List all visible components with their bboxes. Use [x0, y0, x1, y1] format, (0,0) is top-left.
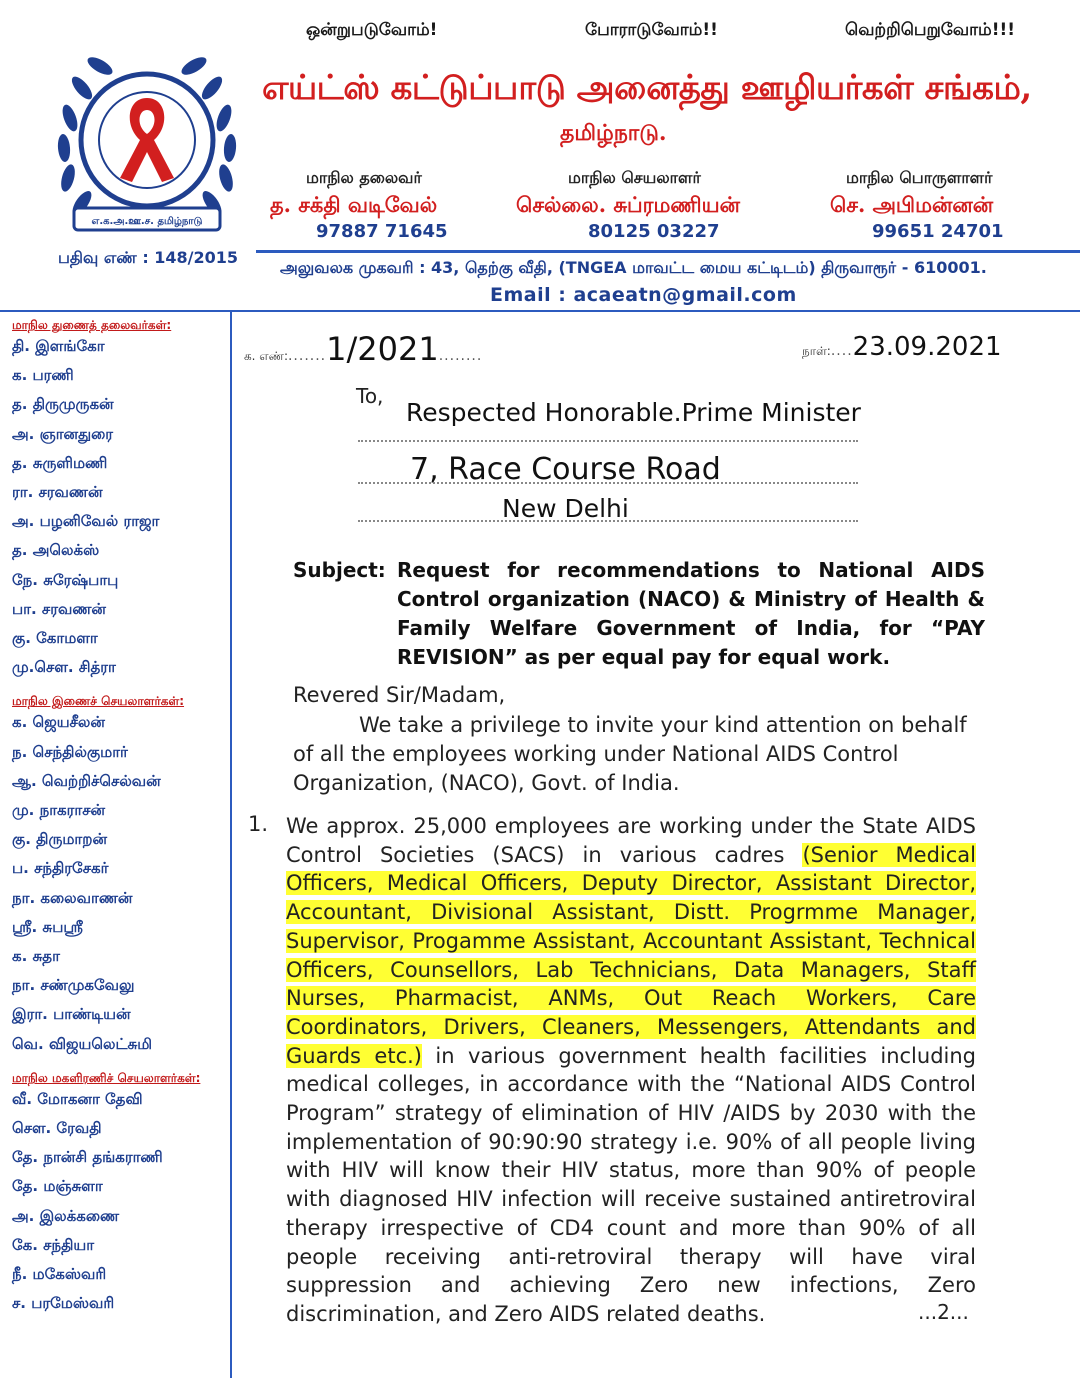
- list-item: கு. திருமாறன்: [12, 830, 108, 849]
- sidebar-heading-women-secretaries: மாநில மகளிரணிச் செயலாளர்கள்:: [12, 1070, 201, 1085]
- list-item: கு. கோமளா: [12, 629, 98, 648]
- office-bearers-sidebar: [12, 318, 227, 1319]
- org-name: எய்ட்ஸ் கட்டுப்பாடு அனைத்து ஊழியர்கள் சங்கம்,: [262, 68, 1032, 108]
- list-item: இரா. பாண்டியன்: [12, 1005, 131, 1024]
- list-item: பா. சரவணன்: [12, 599, 106, 618]
- list-item: நா. கலைவாணன்: [12, 888, 133, 907]
- list-item: வெ. விஜயலெட்சுமி: [12, 1034, 153, 1053]
- header-divider: [256, 250, 1080, 253]
- list-item: ஸ்ரீ. சுபஸ்ரீ: [12, 917, 83, 936]
- sidebar-divider: [230, 310, 232, 1378]
- list-item: த. அலெக்ஸ்: [12, 541, 100, 560]
- list-item: நே. சுரேஷ்பாபு: [12, 570, 119, 589]
- letter-date: 23.09.2021: [852, 332, 1002, 362]
- date-row: நாள்:....23.09.2021: [802, 332, 1002, 362]
- union-logo: [52, 48, 242, 248]
- slogan-struggle: போராடுவோம்!!: [585, 20, 718, 40]
- recipient-title: Respected Honorable.Prime Minister: [406, 398, 861, 427]
- reference-number: 1/2021: [326, 330, 439, 368]
- list-item: அ. ஞானதுரை: [12, 424, 114, 443]
- org-state: தமிழ்நாடு.: [560, 120, 667, 146]
- to-label: To,: [356, 384, 384, 408]
- address-dotted-line: [358, 482, 858, 484]
- officer-role-treasurer: மாநில பொருளாளர்: [846, 168, 993, 187]
- registration-number: பதிவு எண் : 148/2015: [58, 248, 239, 267]
- officer-phone-treasurer: 99651 24701: [872, 221, 1004, 242]
- officer-phone-secretary: 80125 03227: [588, 221, 720, 242]
- officer-name-president: த. சக்தி வடிவேல்: [270, 192, 438, 217]
- intro-paragraph: We take a privilege to invite your kind attention on behalf of all the employees working under National AIDS Control Organization, (NACO), Govt. of India.: [293, 713, 967, 795]
- subject-text: Request for recommendations to National AIDS Control organization (NACO) & Ministry of Health & Family Welfare Government of India, for “PAY REVISION” as per equal pay for equal work.: [397, 558, 985, 669]
- list-item: அ. பழனிவேல் ராஜா: [12, 512, 160, 531]
- paragraph-number: 1.: [248, 812, 269, 836]
- sidebar-heading-vice-presidents: மாநில துணைத் தலைவர்கள்:: [12, 318, 172, 332]
- sidebar-list-vice-presidents: [12, 332, 227, 682]
- paragraph-1-intro: We approx. 25,000 employees are working under the State AIDS Control Societies (SACS) in various cadres: [286, 814, 976, 867]
- list-item: நீ. மகேஸ்வரி: [12, 1265, 107, 1284]
- list-item: க. ஜெயசீலன்: [12, 713, 105, 732]
- list-item: கே. சந்தியா: [12, 1235, 95, 1254]
- list-item: க. பரணி: [12, 366, 74, 385]
- office-address: அலுவலக முகவரி : 43, தெற்கு வீதி, (TNGEA மாவட்ட மைய கட்டிடம்) திருவாரூர் - 610001.: [280, 258, 987, 277]
- list-item: ரா. சரவணன்: [12, 483, 103, 502]
- highlighted-cadres: (Senior Medical Officers, Medical Officers, Deputy Director, Assistant Director, Accountant, Divisional Assistant, Distt. Progrmme Manager, Supervisor, Progamme Assistant, Accountant Assistant, Technical Officers, Counsellors, Lab Technicians, Data Managers, Staff Nurses, Pharmacist, ANMs, Out Reach Workers, Care Coordinators, Drivers, Cleaners, Messengers, Attendants and Guards etc.): [286, 842, 976, 1068]
- paragraph-1: [286, 812, 976, 1329]
- address-dotted-line: [358, 440, 858, 442]
- sidebar-list-joint-secretaries: [12, 708, 227, 1058]
- continued-page-marker: ...2...: [918, 1300, 969, 1324]
- recipient-address-line2: New Delhi: [502, 494, 629, 523]
- list-item: தி. இளங்கோ: [12, 337, 105, 355]
- reference-number-row: க. எண்:.......1/2021........: [244, 330, 483, 368]
- recipient-address-line1: 7, Race Course Road: [410, 452, 721, 487]
- officer-role-president: மாநில தலைவர்: [306, 168, 422, 187]
- office-email: Email : acaeatn@gmail.com: [490, 284, 797, 306]
- list-item: த. சுருளிமணி: [12, 453, 108, 472]
- letter-subject: [293, 556, 985, 672]
- letterhead-divider: [0, 310, 1080, 312]
- slogan-unite: ஒன்றுபடுவோம்!: [306, 20, 438, 40]
- list-item: அ. இலக்கணை: [12, 1206, 120, 1225]
- officer-name-treasurer: செ. அபிமன்னன்: [830, 192, 994, 217]
- list-item: மு. நாகராசன்: [12, 801, 106, 820]
- list-item: மு.செள. சித்ரா: [12, 658, 116, 677]
- list-item: செள. ரேவதி: [12, 1119, 102, 1138]
- list-item: நா. சண்முகவேலு: [12, 976, 135, 995]
- list-item: தே. மஞ்சுளா: [12, 1177, 103, 1196]
- list-item: வீ. மோகனா தேவி: [12, 1089, 143, 1108]
- list-item: ப. சந்திரசேகர்: [12, 859, 109, 878]
- list-item: த. திருமுருகன்: [12, 395, 114, 414]
- officer-phone-president: 97887 71645: [316, 221, 448, 242]
- sidebar-heading-joint-secretaries: மாநில இணைச் செயலாளர்கள்:: [12, 694, 185, 709]
- union-emblem-icon: [52, 48, 242, 248]
- list-item: ந. செந்தில்குமார்: [12, 742, 128, 761]
- list-item: ஆ. வெற்றிச்செல்வன்: [12, 771, 161, 790]
- officer-role-secretary: மாநில செயலாளர்: [568, 168, 701, 187]
- logo-banner-text: எ.க.அ.ஊ.ச. தமிழ்நாடு: [91, 216, 203, 227]
- subject-label: Subject:: [293, 558, 386, 582]
- sidebar-list-women-secretaries: [12, 1085, 227, 1319]
- slogan-win: வெற்றிபெறுவோம்!!!: [845, 20, 1015, 40]
- list-item: க. சுதா: [12, 947, 60, 966]
- paragraph-1-body: in various government health facilities including medical colleges, in accordance with the “National AIDS Control Program” strategy of elimination of HIV /AIDS by 2030 with the implementation of 90:90:90 strategy i.e. 90% of all people living with HIV will know their HIV status, more than 90% of people with diagnosed HIV infection will receive sustained antiretroviral therapy irrespective of CD4 count and more than 90% of all people receiving anti-retroviral therapy will have viral suppression and achieving Zero new infections, Zero discrimination, and Zero AIDS related deaths.: [286, 1043, 977, 1326]
- salutation: Revered Sir/Madam,: [293, 683, 506, 707]
- list-item: ச. பரமேஸ்வரி: [12, 1294, 115, 1313]
- reference-label: க. எண்:: [244, 349, 288, 363]
- date-label: நாள்:: [802, 344, 831, 358]
- officer-name-secretary: செல்லை. சுப்ரமணியன்: [516, 192, 741, 217]
- address-dotted-line: [358, 520, 858, 522]
- list-item: தே. நான்சி தங்கராணி: [12, 1148, 163, 1167]
